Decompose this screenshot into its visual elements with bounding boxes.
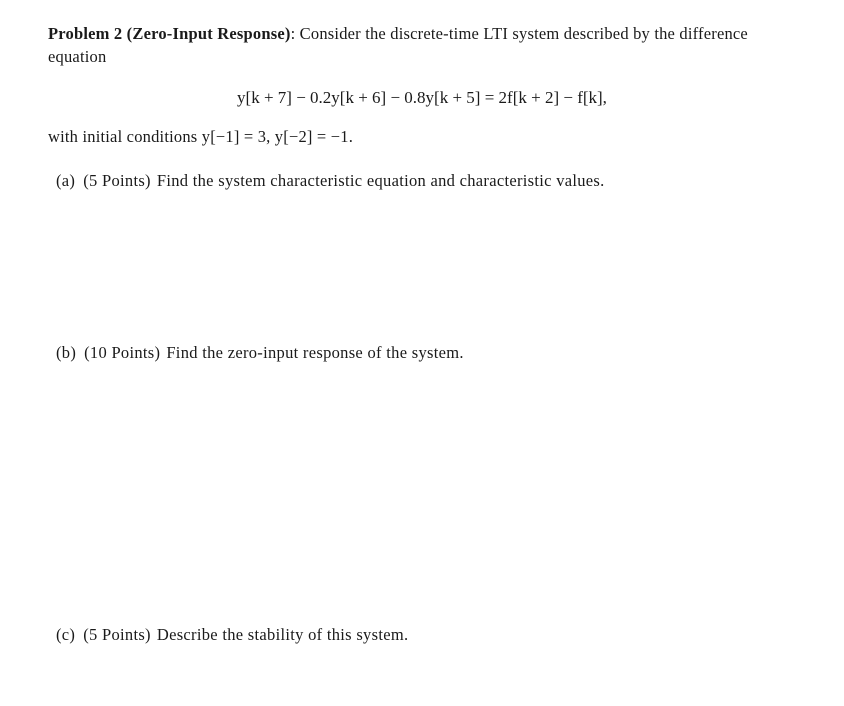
problem-intro: [48, 22, 808, 68]
difference-equation-text: y[k + 7] − 0.2y[k + 6] − 0.8y[k + 5] = 2f[k + 2] − f[k],: [237, 88, 607, 107]
part-a-label: (a): [56, 171, 76, 190]
part-b: [56, 343, 464, 363]
part-c-question: Describe the stability of this system.: [156, 625, 409, 644]
part-b-answer-space: [48, 372, 808, 617]
problem-heading-colon: :: [290, 24, 296, 43]
part-b-points: (10 Points): [84, 343, 161, 362]
problem-description: Consider the discrete-time LTI system described by the difference equation: [48, 24, 748, 66]
part-c-points: (5 Points): [83, 625, 151, 644]
part-a: [56, 171, 605, 191]
initial-conditions: with initial conditions y[−1] = 3, y[−2] = −1.: [48, 127, 354, 146]
part-a-points: (5 Points): [83, 171, 151, 190]
part-b-question: Find the zero-input response of the system.: [166, 343, 464, 362]
part-a-answer-space: [48, 200, 808, 335]
difference-equation: [0, 88, 844, 108]
problem-heading: Problem 2 (Zero-Input Response): [48, 24, 291, 43]
part-b-label: (b): [56, 343, 77, 362]
part-c: [56, 625, 408, 645]
part-a-question: Find the system characteristic equation and characteristic values.: [156, 171, 605, 190]
part-c-label: (c): [56, 625, 76, 644]
